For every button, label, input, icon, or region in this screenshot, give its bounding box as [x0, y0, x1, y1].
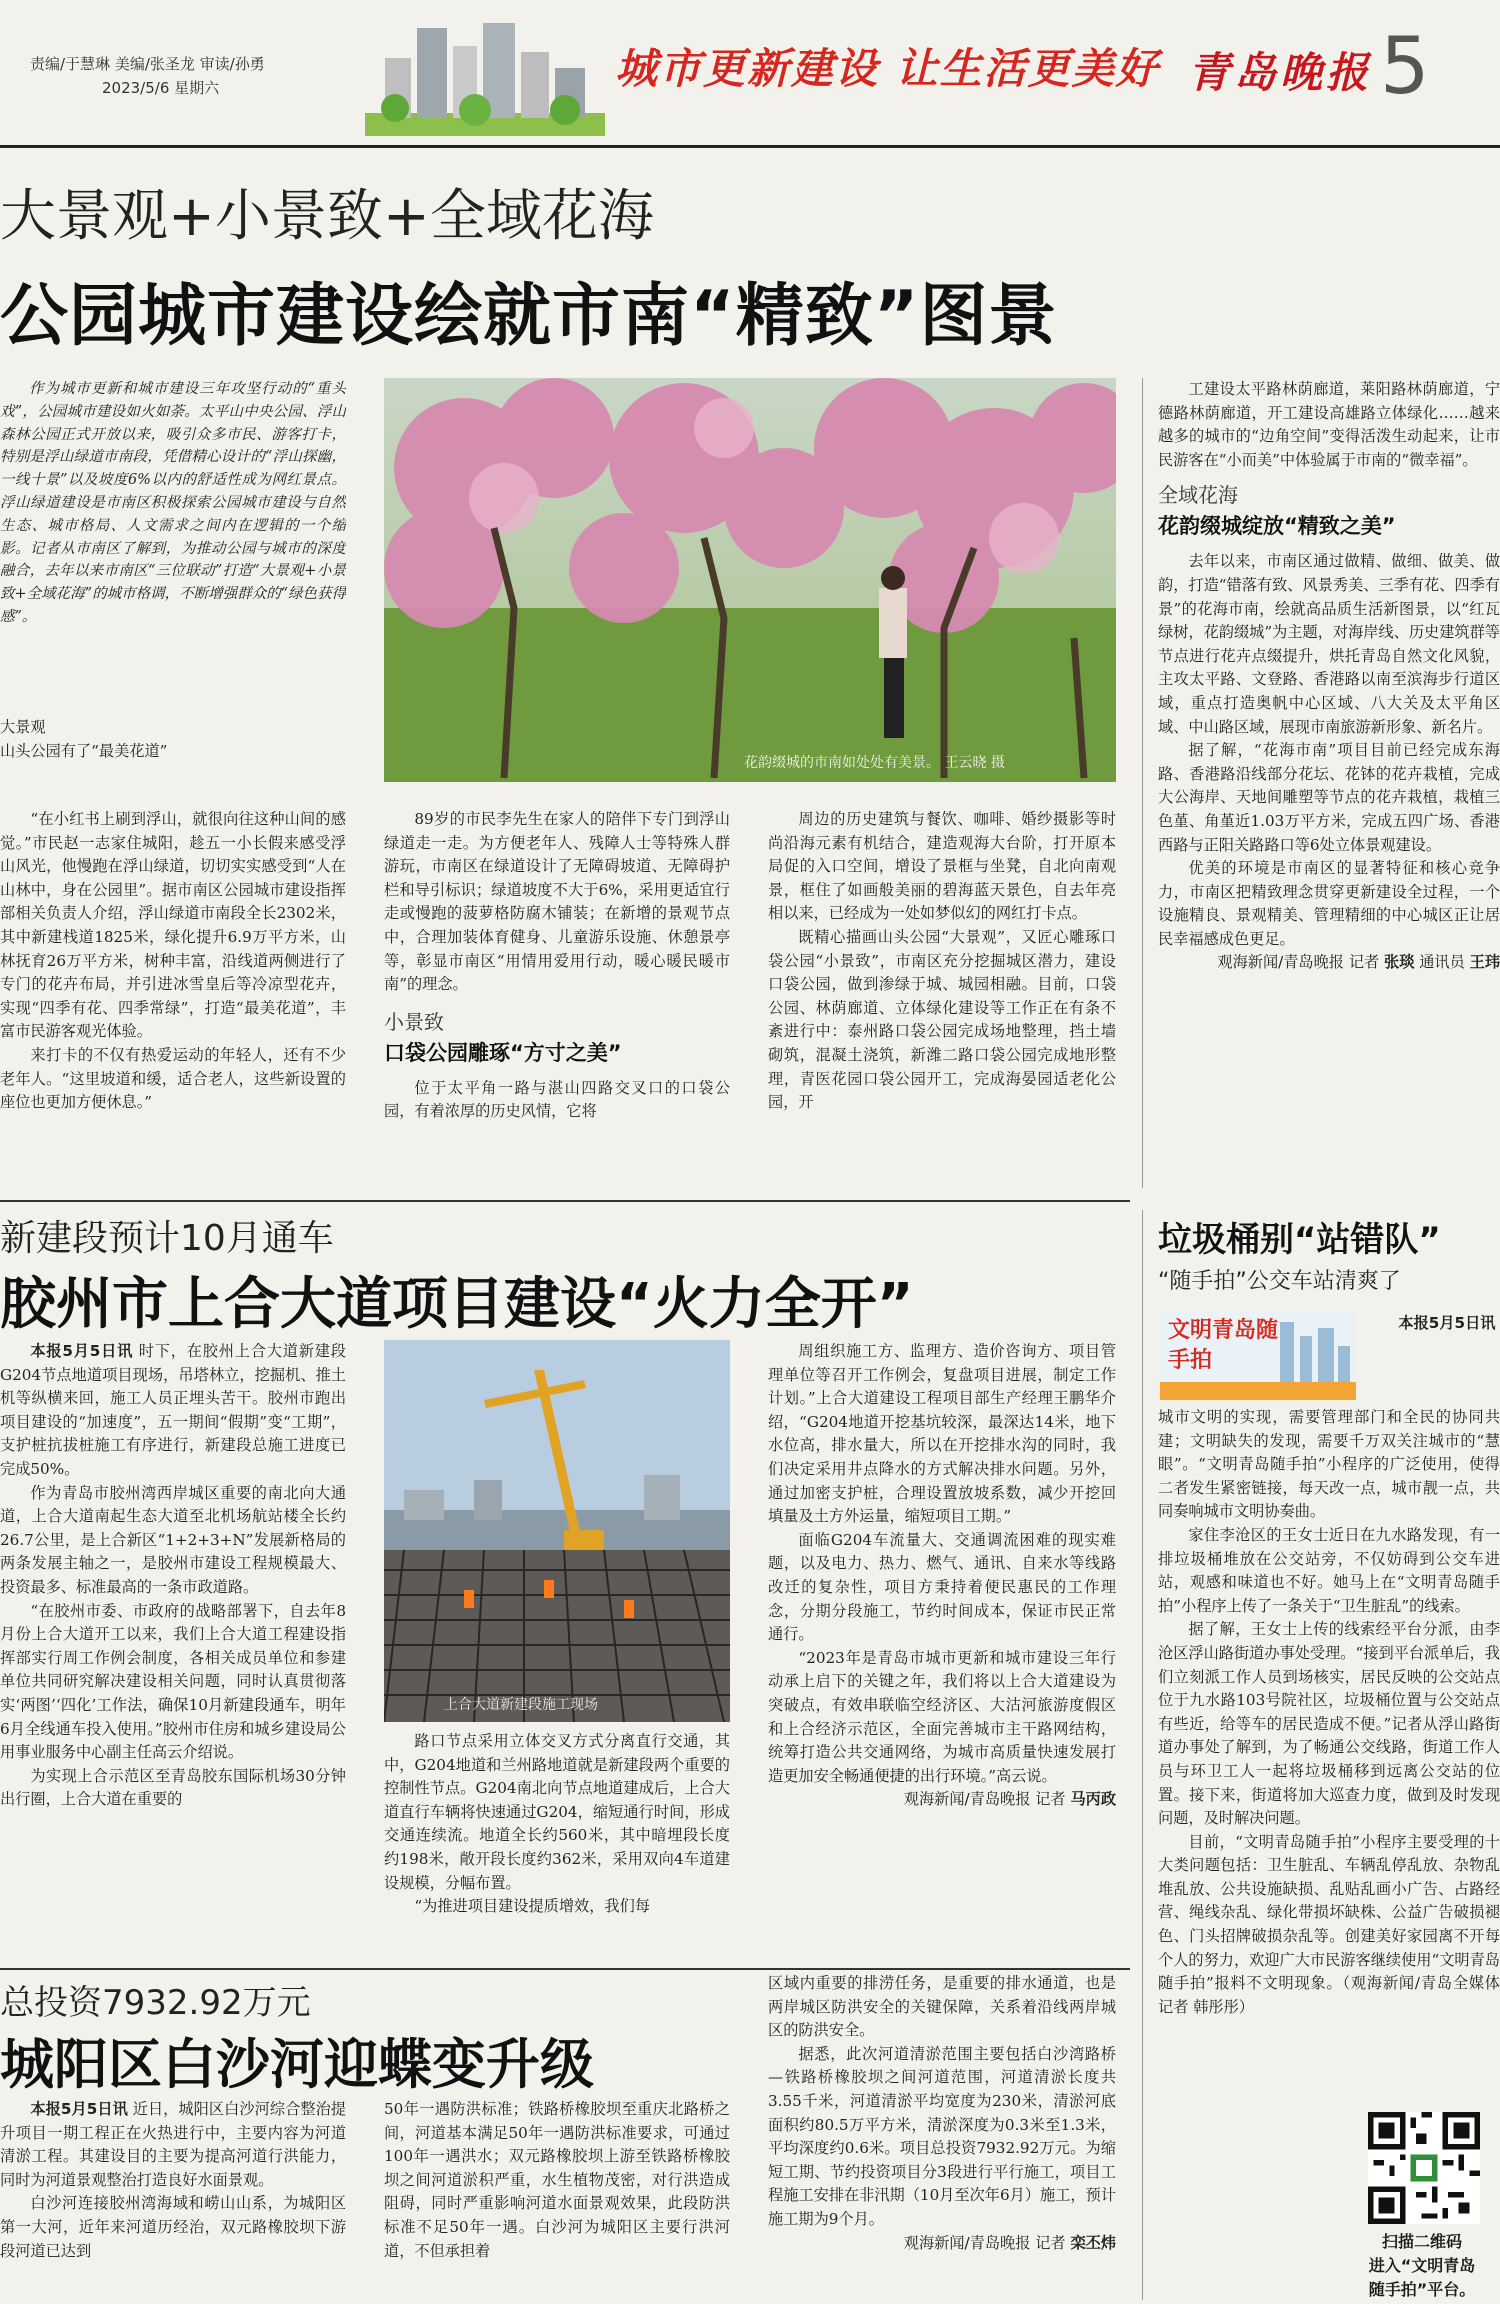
article1-sub1 — [0, 716, 346, 796]
paragraph: 据了解，“花海市南”项目目前已经完成东海路、香港路沿线部分花坛、花钵的花卉栽植，完成大公海岸、天地间雕塑等节点的花卉栽植，栽植三色堇、角堇近1.03万平方米，完成五四广场、香港西路与正阳关路路口等6处立体景观建设。 — [1158, 741, 1500, 854]
badge-text: 文明青岛随手拍 — [1168, 1318, 1279, 1373]
photo-caption: 上合大道新建段施工现场 — [444, 1697, 598, 1713]
paragraph: 目前，“文明青岛随手拍”小程序主要受理的十大类问题包括：卫生脏乱、车辆乱停乱放、杂物乱堆乱放、公共设施缺损、乱贴乱画小广告、占路经营、绳线杂乱、绿化带损坏缺株、公益广告破损褪色、门头招牌破损杂乱等。创建美好家园离不开每个人的努力，欢迎广大市民游客继续使用“文明青岛随手拍”报料不文明现象。（观海新闻/青岛全媒体 记者 韩彤彤） — [1158, 1832, 1500, 2016]
article1-column-1 — [0, 808, 346, 1192]
article3-column-2 — [384, 2098, 730, 2304]
paragraph: 89岁的市民李先生在家人的陪伴下专门到浮山绿道走一走。为方便老年人、残障人士等特殊人群游玩，市南区在绿道设计了无障碍坡道、无障碍护栏和导引标识；绿道坡度不大于6%，采用更适宜行走或慢跑的菠萝格防腐木铺装；在新增的景观节点中，合理加装体育健身、儿童游乐设施、休憩景亭等，彰显市南区“用情用爱用行动，暖心暖民暖市南”的理念。 — [384, 810, 730, 994]
paragraph: 作为青岛市胶州湾西岸城区重要的南北向大通道，上合大道南起生态大道至北机场航站楼全长约26.7公里，是上合新区“1+2+3+N”发展新格局的两条发展主轴之一，是胶州市建设工程规模最大、投资最多、标准最高的一条市政道路。 — [0, 1483, 346, 1596]
article2-kicker: 新建段预计10月通车 — [0, 1218, 334, 1259]
paragraph: 为实现上合示范区至青岛胶东国际机场30分钟出行圈，上合大道在重要的 — [0, 1766, 346, 1809]
paragraph: “为推进项目建设提质增效，我们每 — [414, 1897, 650, 1916]
article1-lede — [0, 378, 346, 708]
paragraph — [0, 2098, 346, 2192]
byline-mid: 通讯员 — [1414, 953, 1470, 972]
paragraph: 去年以来，市南区通过做精、做细、做美、做韵，打造“错落有致、风景秀美、三季有花、四季有景”的花海市南，绘就高品质生活新图景，以“红瓦绿树，花韵缀城”为主题，对海岸线、历史建筑群等节点进行花卉点缀提升，烘托青岛自然文化风貌，主攻太平路、文登路、香港路以南至滨海步行道区域，重点打造奥帆中心区域、八大关及太平角区域、中山路区域，展现市南旅游新形象、新名片。 — [1158, 552, 1500, 736]
page-slogan: 城市更新建设 让生活更美好 — [615, 44, 1160, 93]
subhead-kicker: 全域花海 — [1158, 483, 1238, 508]
article3-column-3 — [768, 1972, 1116, 2304]
article1-kicker: 大景观+小景致+全域花海 — [0, 184, 654, 249]
paragraph — [0, 1340, 346, 1482]
paragraph: 既精心描画山头公园“大景观”，又匠心雕琢口袋公园“小景致”，市南区充分挖掘城区潜力，建设口袋公园，做到渗绿于城、城园相融。目前，口袋公园、林荫廊道、立体绿化建设等工作正在有条不紊进行中：泰州路口袋公园完成场地整理，挡土墙砌筑，混凝土浇筑，新潍二路口袋公园完成地形整理，青医花园口袋公园开工，完成海晏园适老化公园，开 — [768, 927, 1116, 1112]
byline — [768, 2232, 1116, 2256]
photo-caption: 花韵缀城的市南如处处有美景。 王云晓 摄 — [744, 755, 1005, 771]
paragraph — [1368, 1312, 1500, 1336]
article1-headline: 公园城市建设绘就市南“精致”图景 — [0, 277, 1058, 356]
article3-headline: 城阳区白沙河迎蝶变升级 — [0, 2033, 594, 2096]
page-number: 5 — [1380, 22, 1430, 112]
paragraph: 区域内重要的排涝任务，是重要的排水通道，也是两岸城区防洪安全的关键保障，关系着沿线两岸城区的防洪安全。 — [768, 1974, 1116, 2040]
article4-headline: 垃圾桶别“站错队” — [1158, 1220, 1441, 1260]
column-rule — [1142, 378, 1143, 1188]
subhead-title: 花韵缀城绽放“精致之美” — [1158, 514, 1396, 539]
subhead-kicker: 小景致 — [384, 1009, 444, 1034]
qr-caption-line: 扫描二维码 — [1381, 2232, 1462, 2251]
article4-column-lead — [1368, 1312, 1500, 1404]
byline-name: 马丙政 — [1070, 1790, 1116, 1809]
article1-column-3 — [768, 808, 1116, 1192]
skyline-illustration — [365, 18, 605, 136]
paragraph: “在小红书上刷到浮山，就很向往这种山间的感觉。”市民赵一志家住城阳，趁五一小长假来感受浮山风光，他慢跑在浮山绿道，切切实实感受到“人在山林中，身在公园里”。据市南区公园城市建设指挥部相关负责人介绍，浮山绿道市南段全长2302米，其中新建栈道1825米，绿化提升6.9万平方米，山林抚育26万平方米，树种丰富，沿线道两侧进行了专门的花卉布局，并引进冰雪皇后等冷凉型花卉，实现“四季有花、四季常绿”，打造“最美花道”，丰富市民游客观光体验。 — [0, 810, 346, 1041]
issue-date: 2023/5/6 星期六 — [102, 79, 220, 97]
paragraph: 来打卡的不仅有热爱运动的年轻人，还有不少老年人。“这里坡道和缓，适合老人，这些新设置的座位也更加方便休息。” — [0, 1045, 346, 1112]
section-divider — [0, 1200, 1130, 1202]
dateline: 本报5月5日讯 — [1398, 1314, 1496, 1332]
lede-paragraph: 作为城市更新和城市建设三年攻坚行动的“重头戏”，公园城市建设如火如荼。太平山中央公园、浮山森林公园正式开放以来，吸引众多市民、游客打卡，特别是浮山绿道市南段，凭借精心设计的“浮山探幽，一线十景”以及坡度6%以内的舒适性成为网红景点。浮山绿道建设是市南区积极探索公园城市建设与自然生态、城市格局、人文需求之间内在逻辑的一个缩影。记者从市南区了解到，为推动公园与城市的深度融合，去年以来市南区“三位联动”打造“大景观+小景致+全域花海”的城市格调，不断增强群众的“绿色获得感”。 — [0, 381, 346, 625]
paragraph: 路口节点采用立体交叉方式分离直行交通，其中，G204地道和兰州路地道就是新建段两个重要的控制性节点。G204南北向节点地道建成后，上合大道直行车辆将快速通过G204，缩短通行时间，形成交通连续流。地道全长约560米，其中暗埋段长度约198米，敞开段长度约362米，采用双向4车道建设规模，分幅布置。 — [384, 1732, 730, 1892]
article3-column-1 — [0, 2098, 346, 2304]
article3-kicker: 总投资7932.92万元 — [0, 1983, 311, 2023]
newspaper-logo: 青岛晚报 — [1188, 48, 1373, 97]
byline — [1158, 951, 1500, 975]
civilization-badge — [1160, 1312, 1356, 1400]
article2-column-1 — [0, 1340, 346, 1960]
byline — [768, 1788, 1116, 1812]
header-rule — [0, 145, 1500, 148]
subhead-title: 山头公园有了“最美花道” — [0, 741, 168, 760]
subhead-kicker: 大景观 — [0, 718, 46, 736]
paragraph: 优美的环境是市南区的显著特征和核心竞争力，市南区把精致理念贯穿更新建设全过程，一个设施精良、景观精美、管理精细的中心城区正让居民幸福感成色更足。 — [1158, 859, 1500, 948]
byline-name: 张琰 — [1384, 953, 1415, 972]
qr-caption — [1344, 2230, 1500, 2302]
article2-headline: 胶州市上合大道项目建设“火力全开” — [0, 1272, 914, 1337]
article2-column-2 — [384, 1730, 730, 1960]
paragraph-text: 时下，在胶州上合大道新建段G204节点地道项目现场，吊塔林立，挖掘机、推土机等纵横来回，施工人员正埋头苦干。胶州市跑出项目建设的“加速度”，五一期间“假期”变“工期”，支护桩抗拔桩施工有序进行，新建段总施工进度已完成50%。 — [0, 1342, 346, 1478]
paragraph: 周边的历史建筑与餐饮、咖啡、婚纱摄影等时尚沿海元素有机结合，建造观海大台阶，打开原本局促的入口空间，增设了景框与坐凳，自北向南观景，框住了如画般美丽的碧海蓝天景色，自去年亮相以来，已经成为一处如梦似幻的网红打卡点。 — [768, 810, 1116, 923]
byline-prefix: 观海新闻/青岛晚报 记者 — [1217, 953, 1385, 972]
byline-prefix: 观海新闻/青岛晚报 记者 — [903, 1790, 1071, 1809]
column-rule — [1142, 1210, 1143, 2300]
paragraph: 据了解，王女士上传的线索经平台分派，由李沧区浮山路街道办事处受理。“接到平台派单后，我们立刻派工作人员到场核实，居民反映的公交站点位于九水路103号院社区，垃圾桶位置与公交站点有些近，给等车的居民造成不便。”记者从浮山路街道办事处了解到，为了畅通公交线路，街道工作人员与环卫工人一起将垃圾桶移到远离公交站的位置。接下来，街道将加大巡查力度，做到及时发现问题，及时解决问题。 — [1158, 1620, 1500, 1828]
paragraph-text: 近日，城阳区白沙河综合整治提升项目一期工程正在火热进行中，主要内容为河道清淤工程。其建设目的主要为提高河道行洪能力，同时为河道景观整治打造良好水面景观。 — [0, 2100, 346, 2189]
qr-caption-line: 进入“文明青岛 — [1368, 2256, 1476, 2275]
byline-name: 王玮 — [1469, 953, 1500, 972]
article4-subtitle: “随手拍”公交车站清爽了 — [1158, 1269, 1401, 1294]
subhead-title: 口袋公园雕琢“方寸之美” — [384, 1040, 622, 1065]
article1-column-4 — [1158, 378, 1500, 1198]
qr-code[interactable] — [1368, 2112, 1480, 2224]
dateline: 本报5月5日讯 — [30, 1342, 134, 1360]
article1-sub3 — [1158, 480, 1500, 542]
page-header — [0, 0, 1500, 150]
paragraph: 面临G204车流量大、交通调流困难的现实难题，以及电力、热力、燃气、通讯、自来水等线路改迁的复杂性，项目方秉持着便民惠民的工作理念，分期分段施工，节约时间成本，保证市民正常通行。 — [768, 1530, 1116, 1644]
article4-column-1 — [1158, 1406, 1500, 2106]
article2-column-3 — [768, 1340, 1116, 1960]
construction-site-photo — [384, 1340, 730, 1722]
paragraph: 家住李沧区的王女士近日在九水路发现，有一排垃圾桶堆放在公交站旁，不仅妨碍到公交车进站，观感和味道也不好。她马上在“文明青岛随手拍”小程序上传了一条关于“卫生脏乱”的线索。 — [1158, 1525, 1500, 1615]
paragraph: 据悉，此次河道清淤范围主要包括白沙湾路桥—铁路桥橡胶坝之间河道范围，河道清淤长度共3.55千米，河道清淤平均宽度为230米，清淤河底面积约80.5万平方米，清淤深度为0.3米至1.3米，平均深度约0.6米。项目总投资7932.92万元。为缩短工期、节约投资项目分3段进行平行施工，项目工程施工安排在非汛期（10月至次年6月）施工，预计施工期为9个月。 — [768, 2044, 1116, 2228]
qr-caption-line: 随手拍”平台。 — [1368, 2280, 1476, 2299]
credits-line: 责编/于慧琳 美编/张圣龙 审读/孙勇 — [30, 55, 265, 73]
paragraph: 白沙河连接胶州湾海域和崂山山系，为城阳区第一大河，近年来河道历经治，双元路橡胶坝下游段河道已达到 — [0, 2194, 346, 2260]
paragraph: 50年一遇防洪标准；铁路桥橡胶坝至重庆北路桥之间，河道基本满足50年一遇防洪标准要求，可通过100年一遇洪水；双元路橡胶坝上游至铁路桥橡胶坝之间河道淤积严重，水生植物茂密，对行洪造成阻碍，同时严重影响河道水面景观效果，此段防洪标准不足50年一遇。白沙河为城阳区主要行洪河道，不但承担着 — [384, 2100, 730, 2260]
paragraph: “在胶州市委、市政府的战略部署下，自去年8月份上合大道开工以来，我们上合大道工程建设指挥部实行周工作例会制度，各相关成员单位和参建单位共同研究解决建设相关问题，同时认真贯彻落实‘两图’‘四化’工作法，确保10月新建段通车，明年6月全线通车投入使用。”胶州市住房和城乡建设局公用事业服务中心副主任高云介绍说。 — [0, 1601, 346, 1762]
paragraph: “2023年是青岛市城市更新和城市建设三年行动承上启下的关键之年，我们将以上合大道建设为突破点，有效串联临空经济区、大沽河旅游度假区和上合经济示范区，全面完善城市主干路网结构，统筹打造公共交通网络，为城市高质量快速发展打造更加安全畅通便捷的出行环境。”高云说。 — [768, 1648, 1116, 1785]
dateline: 本报5月5日讯 — [30, 2100, 128, 2118]
article1-column-2 — [384, 808, 730, 1192]
paragraph: 城市文明的实现，需要管理部门和全民的协同共建；文明缺失的发现，需要千万双关注城市的“慧眼”。“文明青岛随手拍”小程序的广泛使用，使得二者发生紧密链接，每天改一点，城市靓一点，共同奏响城市文明协奏曲。 — [1158, 1408, 1500, 1521]
paragraph: 工建设太平路林荫廊道，莱阳路林荫廊道，宁德路林荫廊道，开工建设高雄路立体绿化……越来越多的城市的“边角空间”变得活泼生动起来，让市民游客在“小而美”中体验属于市南的“微幸福”。 — [1158, 380, 1500, 469]
article1-sub2 — [384, 1007, 730, 1069]
byline-name: 栾丕炜 — [1070, 2233, 1116, 2252]
editor-credits — [30, 52, 265, 100]
cherry-blossom-photo — [384, 378, 1116, 782]
paragraph: 位于太平角一路与湛山四路交叉口的口袋公园，有着浓厚的历史风情，它将 — [384, 1078, 730, 1121]
byline-prefix: 观海新闻/青岛晚报 记者 — [903, 2233, 1071, 2252]
section-divider — [0, 1968, 1130, 1970]
paragraph: 周组织施工方、监理方、造价咨询方、项目管理单位等召开工作例会，复盘项目进展，制定工作计划。”上合大道建设工程项目部生产经理王鹏华介绍，“G204地道开挖基坑较深，最深达14米，地下水位高，排水量大，所以在开挖排水沟的同时，我们决定采用井点降水的方式解决排水问题。另外，通过加密支护桩，合理设置放坡系数，减少开挖回填量及土方外运量，缩短项目工期。” — [768, 1342, 1116, 1526]
